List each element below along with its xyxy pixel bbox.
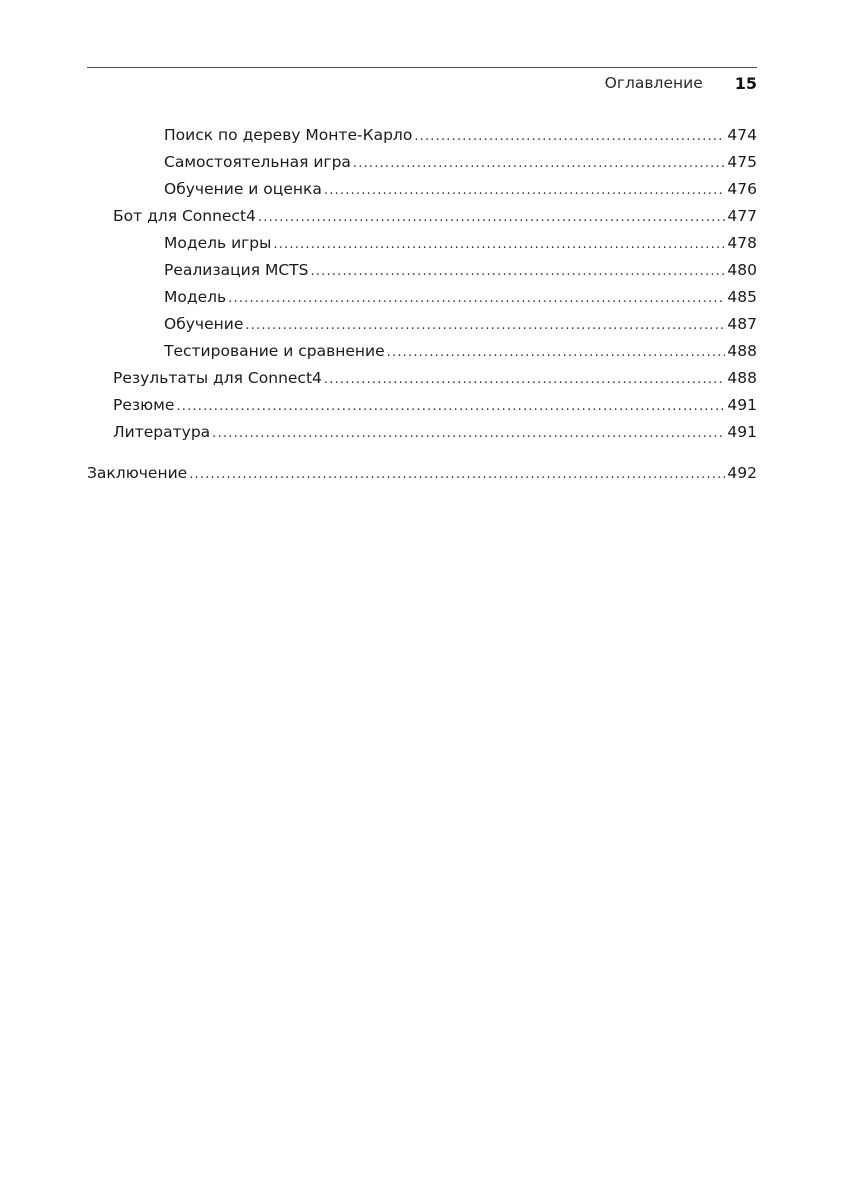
toc-entry-title: Тестирование и сравнение	[164, 342, 385, 360]
toc-entry-page: 477	[727, 207, 757, 225]
toc-entry-page: 485	[727, 288, 757, 306]
toc-entry-page: 474	[727, 126, 757, 144]
toc-entry[interactable]	[164, 233, 757, 253]
toc-entry-page: 491	[727, 396, 757, 414]
dot-leader	[245, 316, 725, 336]
toc-entry-title: Модель	[164, 288, 227, 306]
dot-leader	[414, 127, 725, 147]
toc-entry-title: Литература	[113, 423, 211, 441]
toc-entry-title: Реализация MCTS	[164, 261, 309, 279]
running-head-page-number: 15	[734, 73, 757, 93]
toc-entry[interactable]	[164, 260, 757, 280]
dot-leader	[310, 262, 725, 282]
toc-entry-page: 476	[727, 180, 757, 198]
toc-entry[interactable]	[113, 422, 757, 442]
toc-entry-page: 478	[727, 234, 757, 252]
toc-entry[interactable]	[113, 206, 757, 226]
toc-entry-page: 480	[727, 261, 757, 279]
toc-entry-title: Обучение	[164, 315, 244, 333]
dot-leader	[324, 370, 726, 390]
toc-entry[interactable]	[164, 179, 757, 199]
dot-leader	[189, 465, 725, 485]
toc-entry-page: 491	[727, 423, 757, 441]
dot-leader	[387, 343, 726, 363]
toc-entry-title: Поиск по дереву Монте-Карло	[164, 126, 413, 144]
running-head-title: Оглавление	[604, 74, 703, 92]
toc-entry[interactable]	[164, 152, 757, 172]
dot-leader	[228, 289, 725, 309]
dot-leader	[176, 397, 725, 417]
toc-entry-title: Заключение	[87, 464, 188, 482]
toc-entry-page: 475	[727, 153, 757, 171]
toc-entry[interactable]	[164, 341, 757, 361]
dot-leader	[258, 208, 726, 228]
dot-leader	[353, 154, 726, 174]
dot-leader	[212, 424, 725, 444]
toc-entry-title: Бот для Connect4	[113, 207, 256, 225]
toc-entry[interactable]	[113, 395, 757, 415]
toc-entry-page: 492	[727, 464, 757, 482]
toc-entry-page: 488	[727, 369, 757, 387]
dot-leader	[324, 181, 726, 201]
toc-entry-title: Результаты для Connect4	[113, 369, 322, 387]
toc-entry[interactable]	[87, 463, 757, 483]
toc-entry[interactable]	[113, 368, 757, 388]
toc-entry[interactable]	[164, 314, 757, 334]
toc-entry-title: Резюме	[113, 396, 175, 414]
dot-leader	[273, 235, 725, 255]
toc-entry-title: Модель игры	[164, 234, 272, 252]
toc-entry-title: Обучение и оценка	[164, 180, 322, 198]
toc-entry[interactable]	[164, 287, 757, 307]
toc-entry[interactable]	[164, 125, 757, 145]
toc-entry-title: Самостоятельная игра	[164, 153, 351, 171]
toc-entry-page: 487	[727, 315, 757, 333]
toc-entry-page: 488	[727, 342, 757, 360]
